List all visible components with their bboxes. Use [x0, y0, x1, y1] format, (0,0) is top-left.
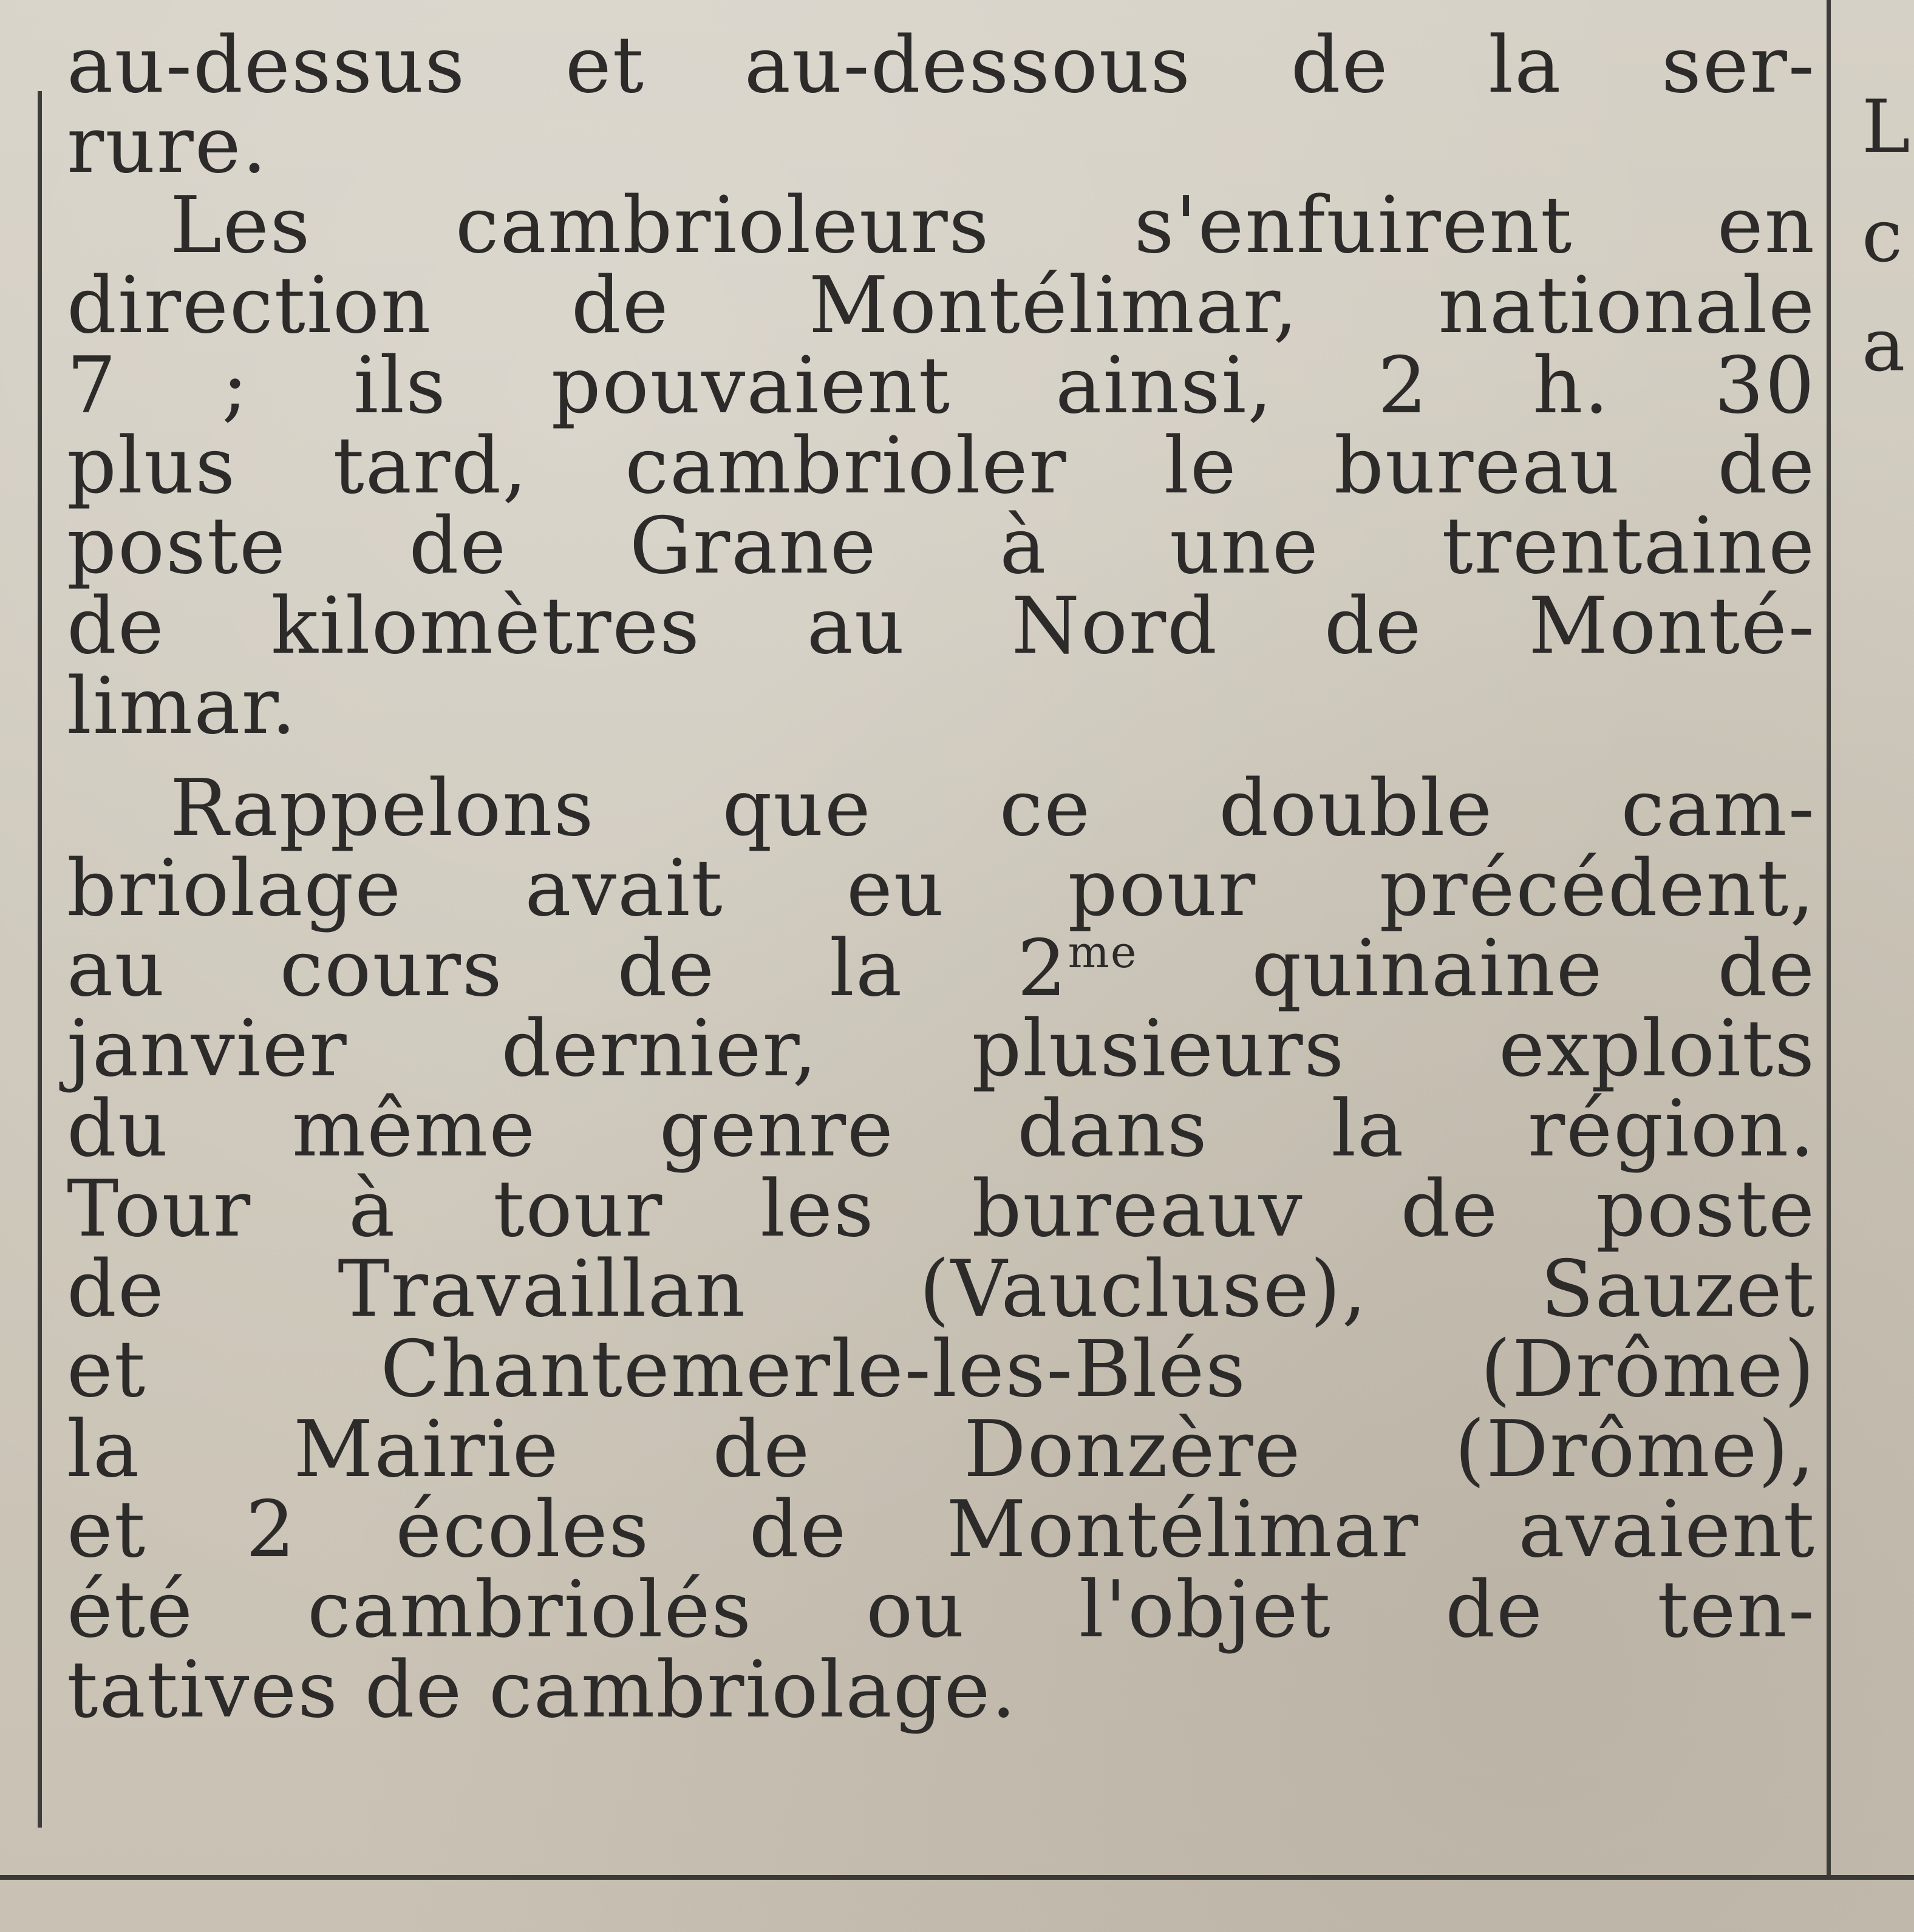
text-line: et 2 écoles de Montélimar avaient	[67, 1485, 1816, 1575]
text-line: la Mairie de Donzère (Drôme),	[67, 1404, 1816, 1495]
text-line: Les cambrioleurs s'enfuirent en	[170, 180, 1816, 271]
text-line: poste de Grane à une trentaine	[67, 501, 1816, 591]
text-line-with-ordinal	[67, 923, 1816, 1014]
adjacent-column-fragment	[1862, 73, 1910, 401]
text-line: de kilomètres au Nord de Monté-	[67, 581, 1816, 672]
text-line: direction de Montélimar, nationale	[67, 260, 1816, 351]
text-line: et Chantemerle-les-Blés (Drôme)	[67, 1324, 1816, 1415]
bottom-rule	[0, 1875, 1914, 1880]
text-line: été cambriolés ou l'objet de ten-	[67, 1565, 1816, 1655]
text-line: Rappelons que ce double cam-	[170, 763, 1816, 854]
column-rule-right	[1827, 0, 1831, 1876]
text-line: limar.	[67, 661, 298, 752]
text-line: du même genre dans la région.	[67, 1084, 1816, 1174]
text-segment: au cours de la 2	[67, 923, 1068, 1014]
fragment-glyph: L	[1862, 85, 1910, 169]
text-line: janvier dernier, plusieurs exploits	[67, 1004, 1816, 1094]
column-rule-left	[38, 91, 42, 1828]
text-line: plus tard, cambrioler le bureau de	[67, 421, 1816, 511]
text-line: rure.	[67, 100, 268, 191]
fragment-glyph: c	[1862, 194, 1903, 279]
text-line: de Travaillan (Vaucluse), Sauzet	[67, 1244, 1816, 1335]
text-line: briolage avait eu pour précédent,	[67, 843, 1816, 934]
article-column	[67, 20, 1816, 1858]
text-line: au-dessus et au-dessous de la ser-	[67, 20, 1816, 111]
text-line: Tour à tour les bureauv de poste	[67, 1164, 1816, 1254]
text-line: 7 ; ils pouvaient ainsi, 2 h. 30	[67, 341, 1816, 431]
fragment-glyph: a	[1862, 304, 1905, 388]
ordinal-suffix: me	[1068, 927, 1138, 978]
text-segment: quinaine de	[1137, 923, 1816, 1014]
text-line: tatives de cambriolage.	[67, 1645, 1018, 1735]
